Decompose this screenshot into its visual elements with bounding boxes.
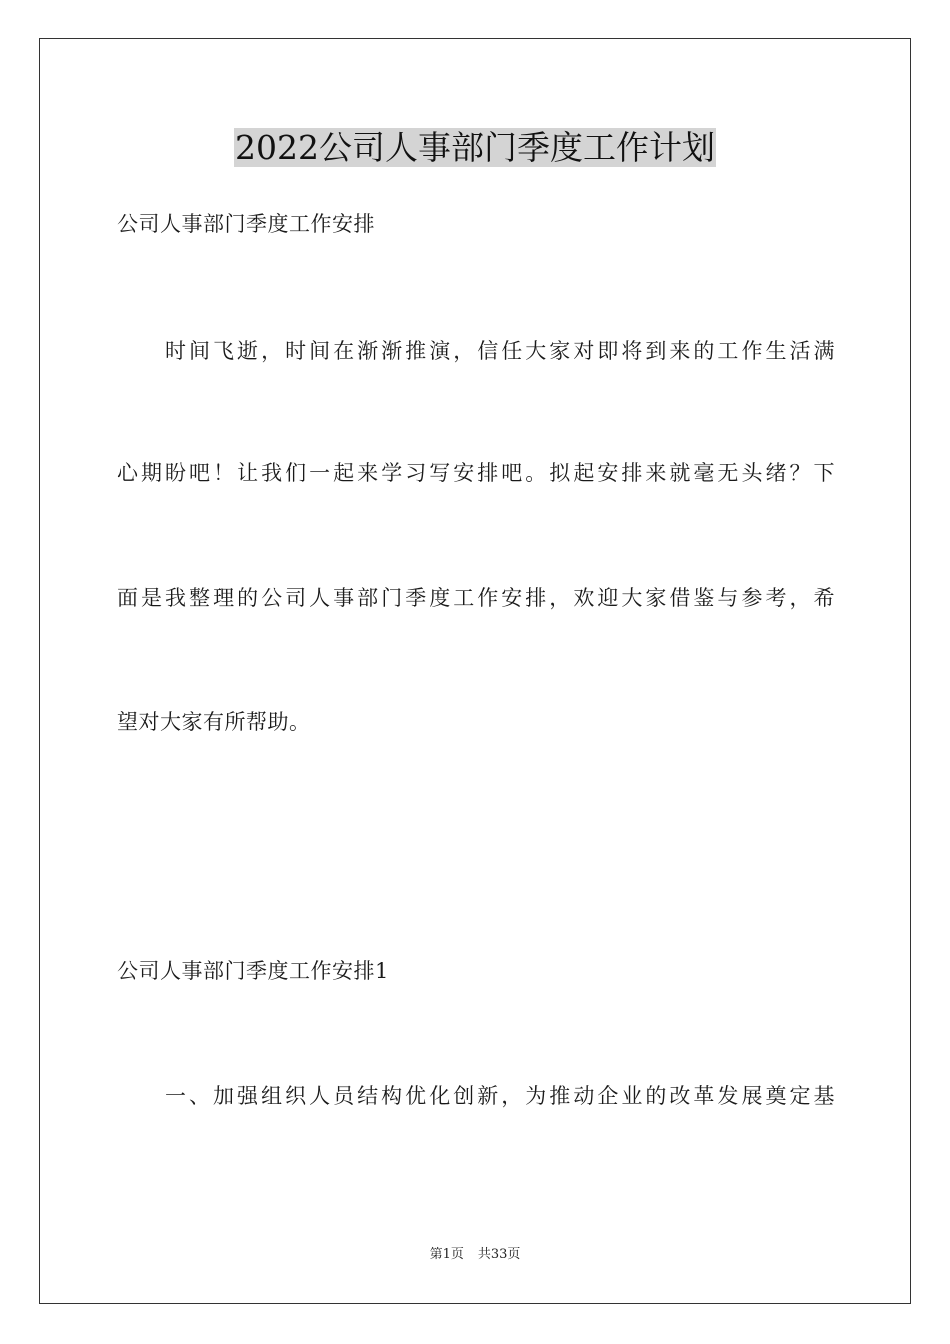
section-heading: 公司人事部门季度工作安排1	[117, 959, 389, 983]
intro-line-4: 望对大家有所帮助。	[117, 710, 311, 734]
page-number-current: 第1页	[429, 1247, 464, 1262]
document-title-text: 2022公司人事部门季度工作计划	[235, 128, 715, 167]
intro-line-1: 时间飞逝，时间在渐渐推演，信任大家对即将到来的工作生活满	[165, 339, 835, 363]
document-subtitle: 公司人事部门季度工作安排	[117, 212, 375, 236]
intro-line-3: 面是我整理的公司人事部门季度工作安排，欢迎大家借鉴与参考，希	[117, 586, 835, 610]
document-title	[0, 126, 950, 170]
section-first-line: 一、加强组织人员结构优化创新，为推动企业的改革发展奠定基	[165, 1084, 835, 1108]
page-footer	[0, 1246, 950, 1264]
page-number-total: 共33页	[477, 1247, 521, 1262]
intro-line-2: 心期盼吧！让我们一起来学习写安排吧。拟起安排来就毫无头绪？下	[117, 461, 835, 485]
